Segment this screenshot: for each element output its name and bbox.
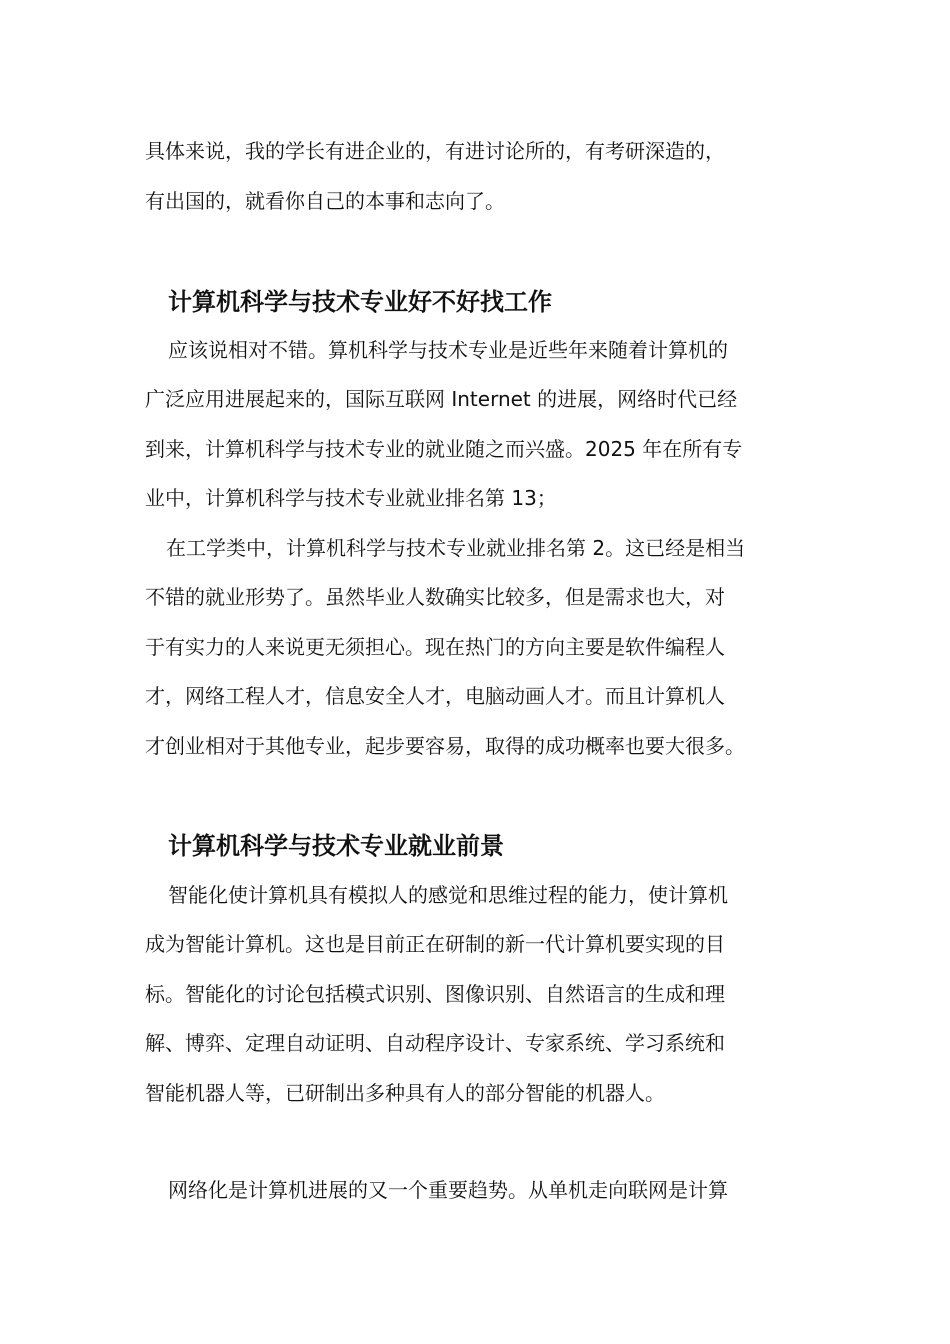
section2-para2-line-1: 网络化是计算机进展的又一个重要趋势。从单机走向联网是计算 (168, 1178, 728, 1202)
section1-para2-line-3: 于有实力的人来说更无须担心。现在热门的方向主要是软件编程人 (145, 635, 725, 659)
intro-line-1: 具体来说，我的学长有进企业的，有进讨论所的，有考研深造的， (145, 139, 725, 163)
section1-para1-line-1: 应该说相对不错。算机科学与技术专业是近些年来随着计算机的 (168, 338, 728, 362)
section1-para2-line-2: 不错的就业形势了。虽然毕业人数确实比较多，但是需求也大，对 (145, 585, 725, 609)
section1-para2-line-4: 才，网络工程人才，信息安全人才，电脑动画人才。而且计算机人 (145, 684, 725, 708)
section2-para1-line-5: 智能机器人等，已研制出多种具有人的部分智能的机器人。 (145, 1081, 665, 1105)
section2-para1-line-4: 解、博弈、定理自动证明、自动程序设计、专家系统、学习系统和 (145, 1031, 725, 1055)
section2-para1-line-2: 成为智能计算机。这也是目前正在研制的新一代计算机要实现的目 (145, 932, 725, 956)
section2-para1-line-3: 标。智能化的讨论包括模式识别、图像识别、自然语言的生成和理 (145, 982, 725, 1006)
section-heading-career-outlook: 计算机科学与技术专业就业前景 (168, 832, 504, 860)
section1-para2-line-5: 才创业相对于其他专业，起步要容易，取得的成功概率也要大很多。 (145, 734, 745, 758)
section-heading-job-prospects: 计算机科学与技术专业好不好找工作 (168, 288, 552, 316)
section1-para1-line-2: 广泛应用进展起来的，国际互联网 Internet 的进展，网络时代已经 (145, 387, 738, 411)
intro-line-2: 有出国的，就看你自己的本事和志向了。 (145, 189, 505, 213)
section1-para1-line-4: 业中，计算机科学与技术专业就业排名第 13； (145, 486, 557, 510)
section2-para1-line-1: 智能化使计算机具有模拟人的感觉和思维过程的能力，使计算机 (168, 883, 728, 907)
section1-para1-line-3: 到来，计算机科学与技术专业的就业随之而兴盛。2025 年在所有专 (145, 437, 743, 461)
section1-para2-line-1: 在工学类中，计算机科学与技术专业就业排名第 2。这已经是相当 (166, 536, 746, 560)
